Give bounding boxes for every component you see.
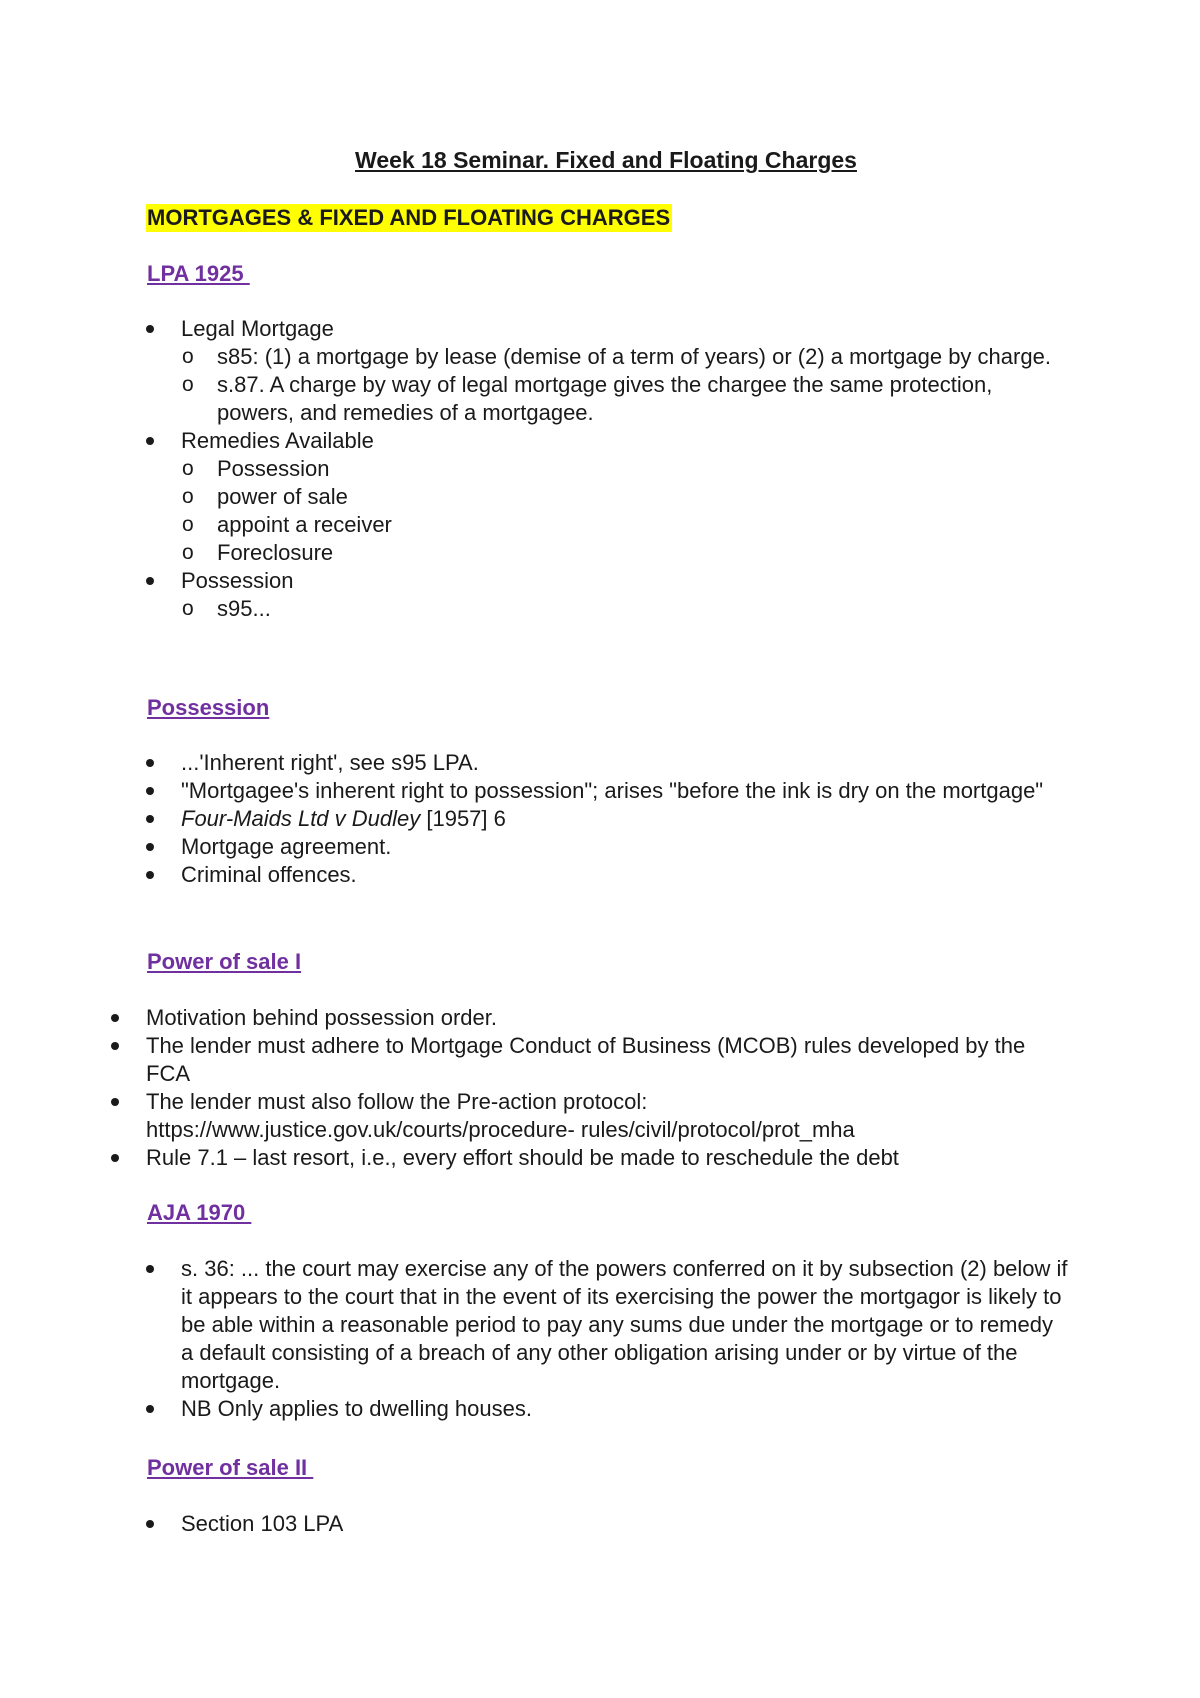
page-title: Week 18 Seminar. Fixed and Floating Charges [355, 147, 857, 173]
power-of-sale-1-list [111, 1004, 1061, 1172]
list-item: NB Only applies to dwelling houses. [146, 1395, 1071, 1423]
list-item-text: Legal Mortgage [181, 316, 334, 341]
list-item: "Mortgagee's inherent right to possession"; arises "before the ink is dry on the mortgage" [146, 777, 1046, 805]
list-item: Rule 7.1 – last resort, i.e., every effort should be made to reschedule the debt [111, 1144, 1061, 1172]
list-item [146, 315, 1066, 427]
sub-list [181, 343, 1066, 427]
sub-list-item: o power of sale [181, 483, 1066, 511]
section-heading-power-of-sale-1: Power of sale I [147, 949, 302, 974]
section-heading-possession: Possession [147, 695, 270, 720]
possession-list [146, 749, 1046, 889]
sub-list-item: o s85: (1) a mortgage by lease (demise of a term of years) or (2) a mortgage by charge. [181, 343, 1066, 371]
main-heading: MORTGAGES & FIXED AND FLOATING CHARGES [147, 205, 671, 230]
power-of-sale-2-list [146, 1510, 1046, 1538]
list-item: Mortgage agreement. [146, 833, 1046, 861]
section-heading-lpa-1925: LPA 1925 [147, 261, 250, 286]
list-item: ...'Inherent right', see s95 LPA. [146, 749, 1046, 777]
sub-list-item: o appoint a receiver [181, 511, 1066, 539]
list-item: The lender must adhere to Mortgage Conduct of Business (MCOB) rules developed by the FCA [111, 1032, 1061, 1088]
lpa-1925-list [146, 315, 1066, 623]
sub-list-item: o Foreclosure [181, 539, 1066, 567]
list-item-text: Remedies Available [181, 428, 374, 453]
section-heading-power-of-sale-2: Power of sale II [147, 1455, 314, 1480]
list-item [146, 567, 1066, 623]
list-item: The lender must also follow the Pre-action protocol: https://www.justice.gov.uk/courts/procedure- rules/civil/protocol/prot_mha [111, 1088, 946, 1144]
list-item-text: Possession [181, 568, 294, 593]
case-name: Four-Maids Ltd v Dudley [181, 806, 421, 831]
list-item: Criminal offences. [146, 861, 1046, 889]
list-item: Motivation behind possession order. [111, 1004, 1061, 1032]
case-citation: [1957] 6 [420, 806, 506, 831]
aja-1970-list [146, 1255, 1071, 1423]
list-item: Section 103 LPA [146, 1510, 1046, 1538]
sub-list [181, 455, 1066, 567]
list-item [146, 805, 1046, 833]
list-item: s. 36: ... the court may exercise any of the powers conferred on it by subsection (2) below if it appears to the court that in the event of its exercising the power the mortgagor is likely to be able within a reasonable period to pay any sums due under the mortgage or to remedy a default consisting of a breach of any other obligation arising under or by virtue of the mortgage. [146, 1255, 1071, 1395]
list-item [146, 427, 1066, 567]
section-heading-aja-1970: AJA 1970 [147, 1200, 252, 1225]
sub-list-item: o s.87. A charge by way of legal mortgage gives the chargee the same protection, powers, and remedies of a mortgagee. [181, 371, 1066, 427]
sub-list [181, 595, 1066, 623]
sub-list-item: o s95... [181, 595, 1066, 623]
sub-list-item: o Possession [181, 455, 1066, 483]
